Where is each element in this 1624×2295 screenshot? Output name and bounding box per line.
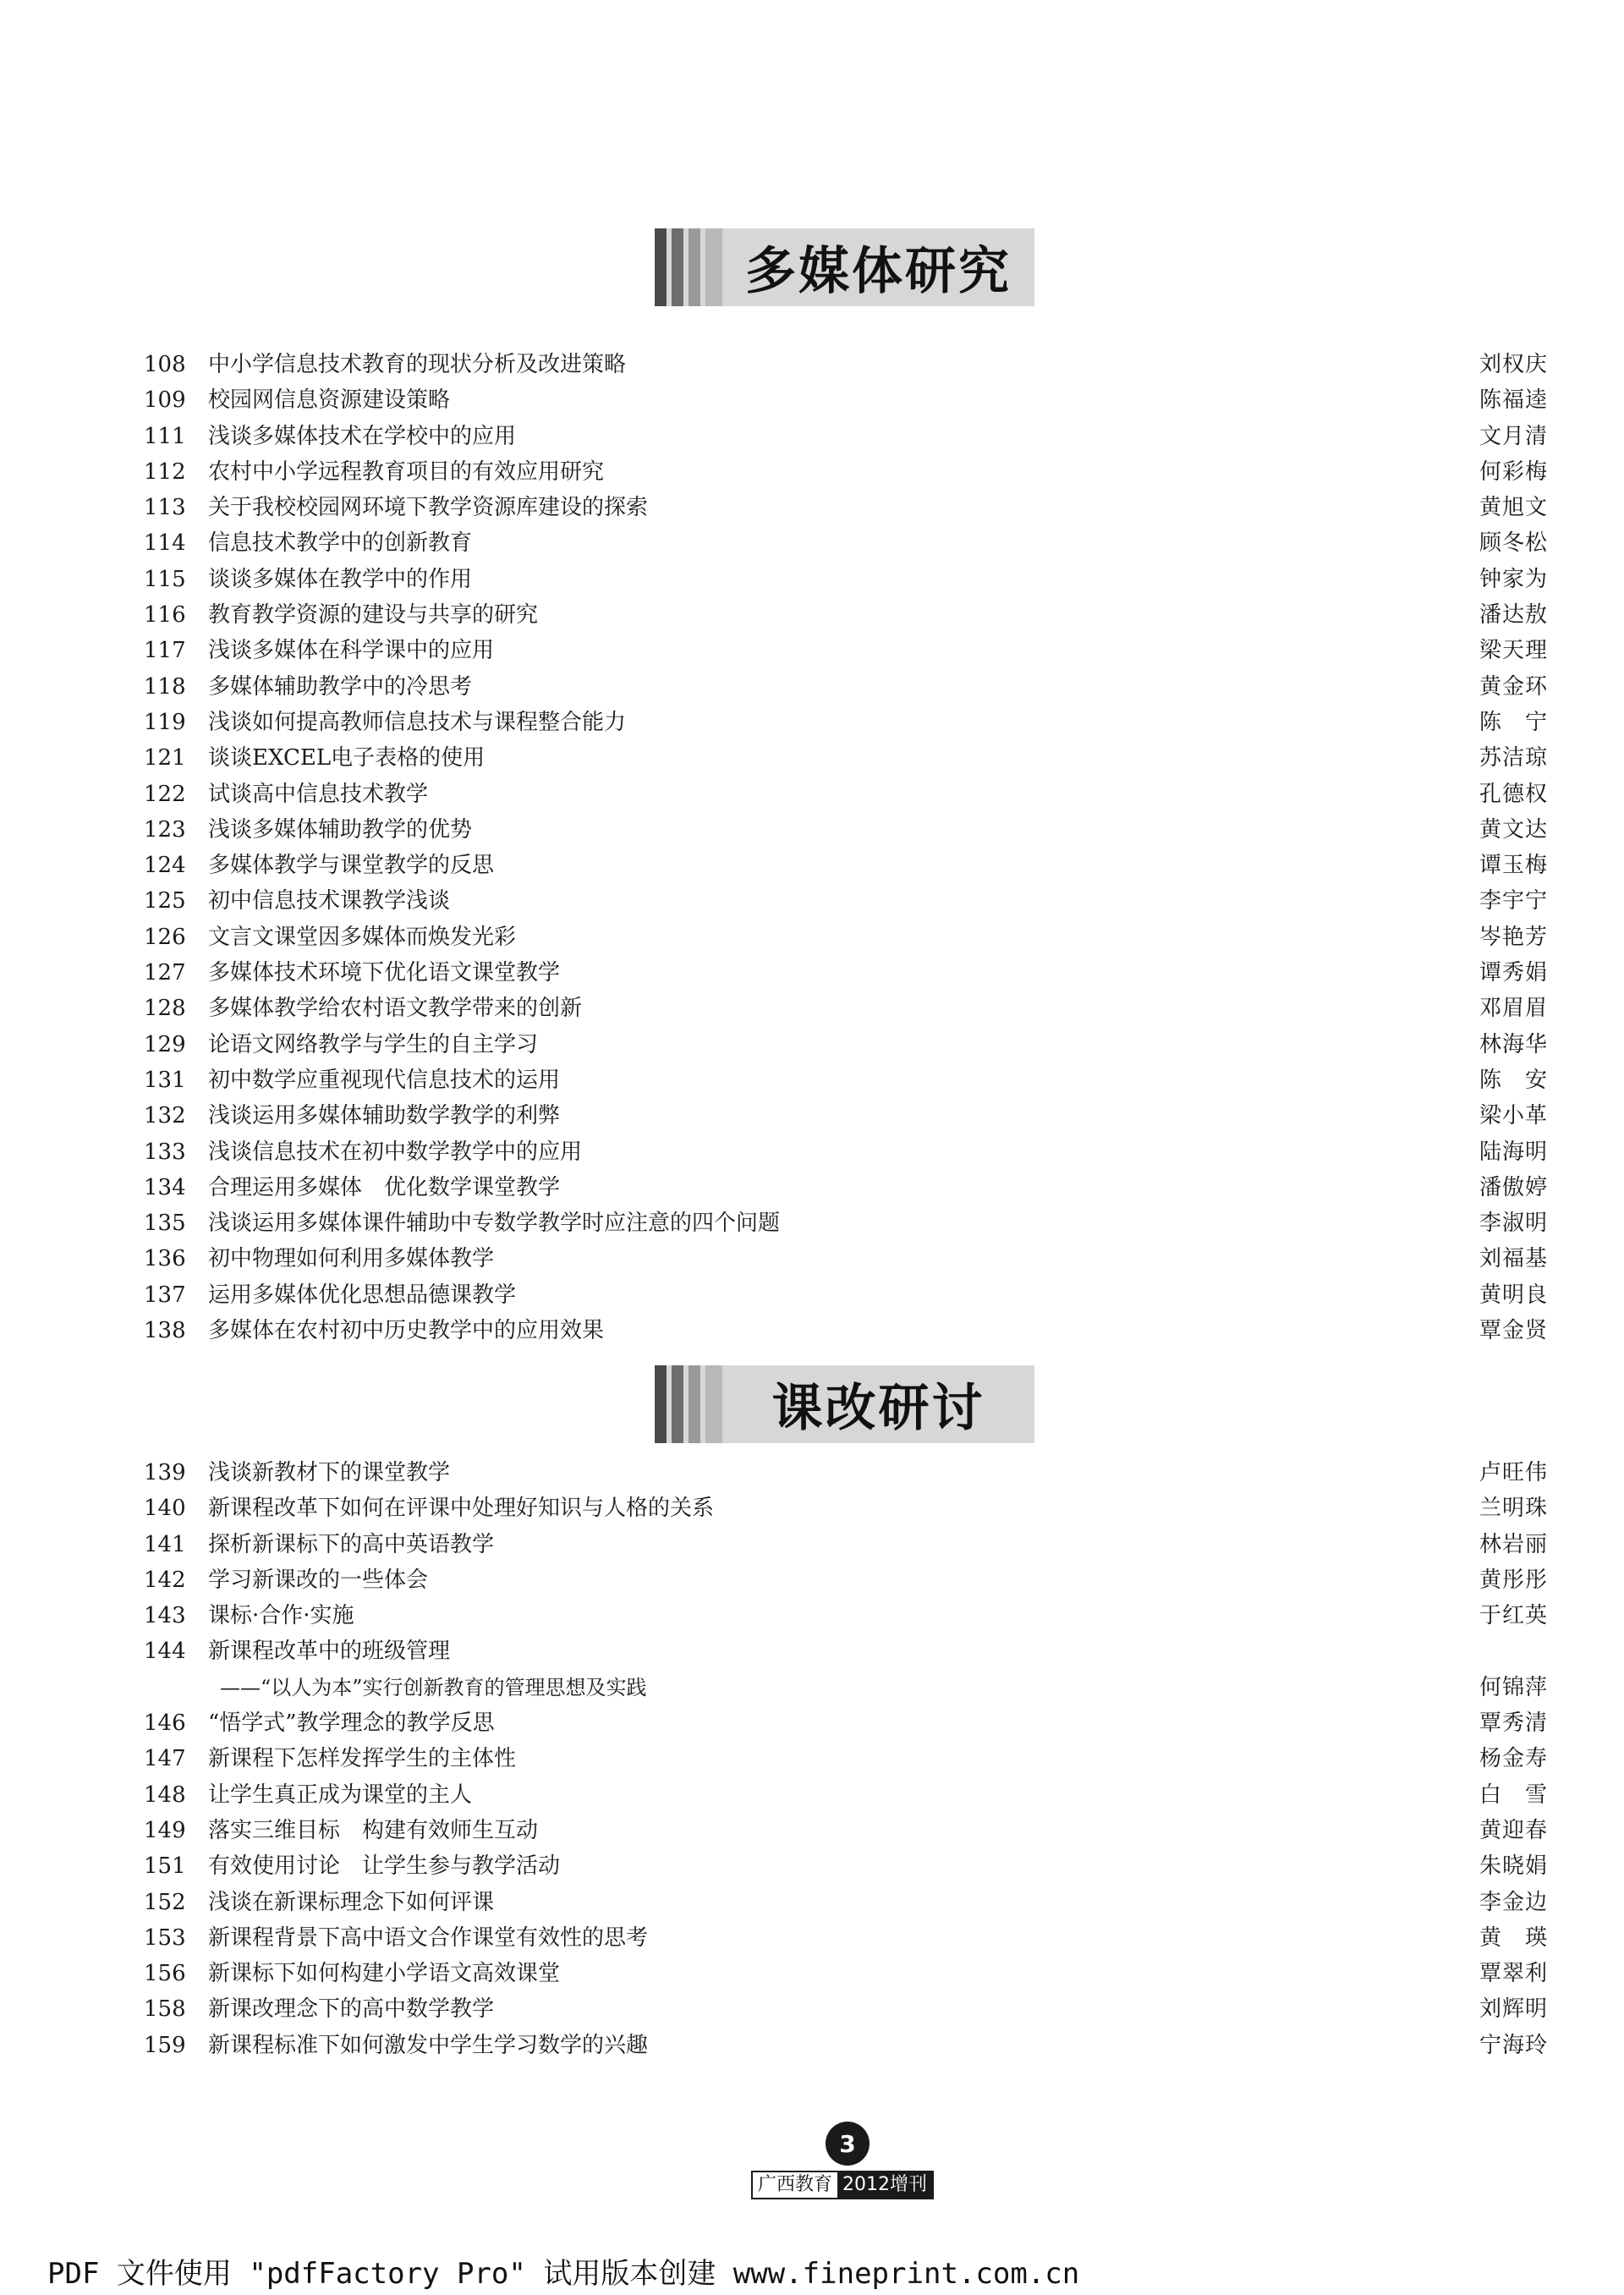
page-number: 116 [144,602,186,629]
article-title: 多媒体辅助教学中的冷思考 [208,673,473,700]
author-name: 陈福逵 [1479,387,1548,414]
author-name: 刘辉明 [1479,1996,1548,2023]
page-number: 127 [144,960,186,986]
author-name: 覃翠利 [1479,1961,1548,1987]
page-number: 146 [144,1710,186,1737]
article-title: 浅谈在新课标理念下如何评课 [208,1889,495,1915]
page-number: 137 [144,1282,186,1308]
article-title: 新课程下怎样发挥学生的主体性 [208,1746,517,1772]
author-name: 黄文达 [1479,816,1548,843]
article-title: 多媒体技术环境下优化语文课堂教学 [208,960,561,986]
toc-row[interactable] [144,1205,1548,1241]
author-name: 朱晓娟 [1479,1853,1548,1880]
page-number: 147 [144,1746,186,1772]
author-name: 李宇宁 [1479,888,1548,914]
article-title: 论语文网络教学与学生的自主学习 [208,1031,539,1057]
page-number: 126 [144,924,186,950]
page-number: 108 [144,352,186,377]
author-name: 杨金寿 [1479,1746,1548,1772]
article-title: 教育教学资源的建设与共享的研究 [208,602,539,629]
article-title: 让学生真正成为课堂的主人 [208,1782,473,1808]
toc-row[interactable] [144,705,1548,740]
toc-row[interactable] [144,1562,1548,1598]
toc-row[interactable] [144,1062,1548,1098]
author-name: 潘傲婷 [1479,1174,1548,1200]
article-title: 农村中小学远程教育项目的有效应用研究 [208,458,605,485]
toc-row[interactable] [144,1885,1548,1920]
article-title: 探析新课标下的高中英语教学 [208,1531,495,1557]
article-title: 新课程标准下如何激发中学生学习数学的兴趣 [208,2032,649,2058]
author-name: 顾冬松 [1479,530,1548,557]
author-name: 钟家为 [1479,566,1548,592]
page-number: 143 [144,1603,186,1629]
author-name: 何锦萍 [1479,1674,1548,1700]
toc-row[interactable] [144,1098,1548,1134]
toc-row[interactable] [144,490,1548,525]
author-name: 林海华 [1479,1031,1548,1057]
page-number: 135 [144,1211,186,1237]
page-number: 159 [144,2032,186,2058]
author-name: 黄金环 [1479,673,1548,700]
toc-row[interactable] [144,1956,1548,1991]
author-name: 潘达敖 [1479,602,1548,629]
article-title: 校园网信息资源建设策略 [208,387,451,414]
article-title: 关于我校校园网环境下教学资源库建设的探索 [208,495,649,521]
toc-row[interactable] [144,991,1548,1026]
author-name: 文月清 [1479,423,1548,449]
toc-row[interactable] [144,1705,1548,1741]
page-number: 125 [144,888,186,914]
toc-row[interactable] [144,740,1548,776]
article-title: “悟学式”教学理念的教学反思 [208,1710,495,1737]
toc-row[interactable] [144,1491,1548,1526]
page-number: 124 [144,853,186,879]
section-title: 多媒体研究 [745,242,1012,301]
author-name: 苏洁琼 [1479,745,1548,771]
author-name: 邓眉眉 [1479,996,1548,1022]
journal-issue: 2012增刊 [837,2172,932,2198]
toc-row[interactable] [144,1920,1548,1956]
toc-row[interactable] [144,562,1548,597]
author-name: 刘权庆 [1479,352,1548,377]
article-title: 新课程改革下如何在评课中处理好知识与人格的关系 [208,1496,715,1522]
page-number-badge: 3 [826,2122,870,2166]
toc-row[interactable] [144,812,1548,848]
page-number: 111 [144,423,186,449]
author-name: 陆海明 [1479,1139,1548,1165]
toc-row[interactable] [144,883,1548,919]
article-title: 浅谈信息技术在初中数学教学中的应用 [208,1139,583,1165]
author-name: 谭玉梅 [1479,853,1548,879]
article-title: 多媒体在农村初中历史教学中的应用效果 [208,1318,605,1344]
toc-row[interactable] [144,1134,1548,1170]
page-number: 112 [144,458,186,485]
toc-row[interactable] [144,777,1548,812]
author-name: 李金边 [1479,1889,1548,1915]
author-name: 梁小革 [1479,1103,1548,1129]
author-name: 白 雪 [1479,1782,1548,1808]
page-number: 115 [144,566,186,592]
toc-subtitle-row[interactable] [144,1670,1548,1705]
article-title: 浅谈运用多媒体辅助数学教学的利弊 [208,1103,561,1129]
page-number: 118 [144,673,186,700]
article-title: 多媒体教学给农村语文教学带来的创新 [208,996,583,1022]
page-number: 119 [144,709,186,735]
toc-row[interactable] [144,1598,1548,1633]
toc-row[interactable] [144,597,1548,633]
toc-row[interactable] [144,1455,1548,1491]
toc-row[interactable] [144,920,1548,955]
page-number: 134 [144,1174,186,1200]
page-number: 158 [144,1996,186,2023]
page-number: 114 [144,530,186,557]
article-title: 初中数学应重视现代信息技术的运用 [208,1067,561,1093]
toc-row[interactable] [144,669,1548,705]
toc-row[interactable] [144,382,1548,418]
article-title: 合理运用多媒体 优化数学课堂教学 [208,1174,561,1200]
toc-row[interactable] [144,1848,1548,1884]
page-number: 148 [144,1782,186,1808]
author-name: 宁海玲 [1479,2032,1548,2058]
toc-row[interactable] [144,633,1548,668]
article-title: 中小学信息技术教育的现状分析及改进策略 [208,352,627,377]
article-title: 初中信息技术课教学浅谈 [208,888,451,914]
toc-list-curriculum-reform [144,1455,1548,2063]
toc-row[interactable] [144,1170,1548,1205]
toc-row[interactable] [144,1313,1548,1348]
article-title: 初中物理如何利用多媒体教学 [208,1246,495,1272]
article-title: 落实三维目标 构建有效师生互动 [208,1817,539,1843]
page-number: 142 [144,1567,186,1593]
article-title: 谈谈EXCEL电子表格的使用 [208,745,486,771]
author-name: 黄彤彤 [1479,1567,1548,1593]
toc-row[interactable] [144,2028,1548,2063]
author-name: 陈 宁 [1479,709,1548,735]
page-number: 141 [144,1531,186,1557]
page-number: 140 [144,1496,186,1522]
page-number: 113 [144,495,186,521]
toc-row[interactable] [144,525,1548,561]
author-name: 黄迎春 [1479,1817,1548,1843]
page-number: 138 [144,1318,186,1344]
author-name: 林岩丽 [1479,1531,1548,1557]
article-title: 浅谈新教材下的课堂教学 [208,1460,451,1485]
page-number: 128 [144,996,186,1022]
article-title: 多媒体教学与课堂教学的反思 [208,853,495,879]
author-name: 卢旺伟 [1479,1460,1548,1485]
toc-row[interactable] [144,1777,1548,1813]
author-name: 谭秀娟 [1479,960,1548,986]
page-number: 151 [144,1853,186,1880]
author-name: 兰明珠 [1479,1496,1548,1522]
toc-row[interactable] [144,1527,1548,1562]
author-name: 黄 瑛 [1479,1924,1548,1951]
article-title: 浅谈如何提高教师信息技术与课程整合能力 [208,709,627,735]
author-name: 陈 安 [1479,1067,1548,1093]
toc-row[interactable] [144,848,1548,883]
author-name: 刘福基 [1479,1246,1548,1272]
author-name: 梁天理 [1479,638,1548,664]
toc-row[interactable] [144,419,1548,454]
journal-footer [751,2171,934,2199]
article-title: 运用多媒体优化思想品德课教学 [208,1282,517,1308]
section-header-curriculum-reform [655,1365,1034,1443]
toc-row[interactable] [144,454,1548,490]
author-name: 覃秀清 [1479,1710,1548,1737]
toc-row[interactable] [144,955,1548,991]
toc-row[interactable] [144,1741,1548,1776]
article-title: 试谈高中信息技术教学 [208,781,429,807]
page-number: 152 [144,1889,186,1915]
toc-list-multimedia [144,347,1548,1348]
article-title: 浅谈多媒体辅助教学的优势 [208,816,473,843]
page-number: 132 [144,1103,186,1129]
page-number: 149 [144,1817,186,1843]
article-title: 浅谈多媒体技术在学校中的应用 [208,423,517,449]
author-name: 何彩梅 [1479,458,1548,485]
article-title: 学习新课改的一些体会 [208,1567,429,1593]
journal-name: 广西教育 [753,2172,837,2198]
article-title: 有效使用讨论 让学生参与教学活动 [208,1853,561,1880]
article-title: ——“以人为本”实行创新教育的管理思想及实践 [220,1675,647,1699]
article-title: 新课标下如何构建小学语文高效课堂 [208,1961,561,1987]
author-name: 覃金贤 [1479,1318,1548,1344]
page-number: 156 [144,1961,186,1987]
page-number: 123 [144,816,186,843]
article-title: 文言文课堂因多媒体而焕发光彩 [208,924,517,950]
page-number: 131 [144,1067,186,1093]
toc-row[interactable] [144,1991,1548,2027]
author-name: 李淑明 [1479,1211,1548,1237]
author-name: 于红英 [1479,1603,1548,1629]
toc-row[interactable] [144,1027,1548,1062]
page-number: 153 [144,1924,186,1951]
article-title: 课标·合作·实施 [208,1603,354,1629]
article-title: 新课改理念下的高中数学教学 [208,1996,495,2023]
page-number: 133 [144,1139,186,1165]
page-number: 129 [144,1031,186,1057]
page-number: 109 [144,387,186,414]
article-title: 浅谈多媒体在科学课中的应用 [208,638,495,664]
toc-row[interactable] [144,1277,1548,1313]
author-name: 黄明良 [1479,1282,1548,1308]
toc-row[interactable] [144,1241,1548,1277]
page-number: 122 [144,781,186,807]
toc-row[interactable] [144,347,1548,382]
author-name: 孔德权 [1479,781,1548,807]
toc-row[interactable] [144,1813,1548,1848]
page-number: 121 [144,745,186,771]
article-title: 新课程背景下高中语文合作课堂有效性的思考 [208,1924,649,1951]
article-title: 信息技术教学中的创新教育 [208,530,473,557]
page-number: 117 [144,638,186,664]
author-name: 黄旭文 [1479,495,1548,521]
toc-row[interactable] [144,1633,1548,1669]
article-title: 谈谈多媒体在教学中的作用 [208,566,473,592]
article-title: 浅谈运用多媒体课件辅助中专数学教学时应注意的四个问题 [208,1211,781,1237]
section-header-multimedia [655,228,1034,306]
section-title: 课改研讨 [771,1379,985,1438]
page-number: 144 [144,1639,186,1665]
page-number: 139 [144,1460,186,1485]
pdf-watermark: PDF 文件使用 "pdfFactory Pro" 试用版本创建 www.fineprint.com.cn [47,2257,1080,2291]
author-name: 岑艳芳 [1479,924,1548,950]
page-number: 136 [144,1246,186,1272]
article-title: 新课程改革中的班级管理 [208,1639,451,1665]
